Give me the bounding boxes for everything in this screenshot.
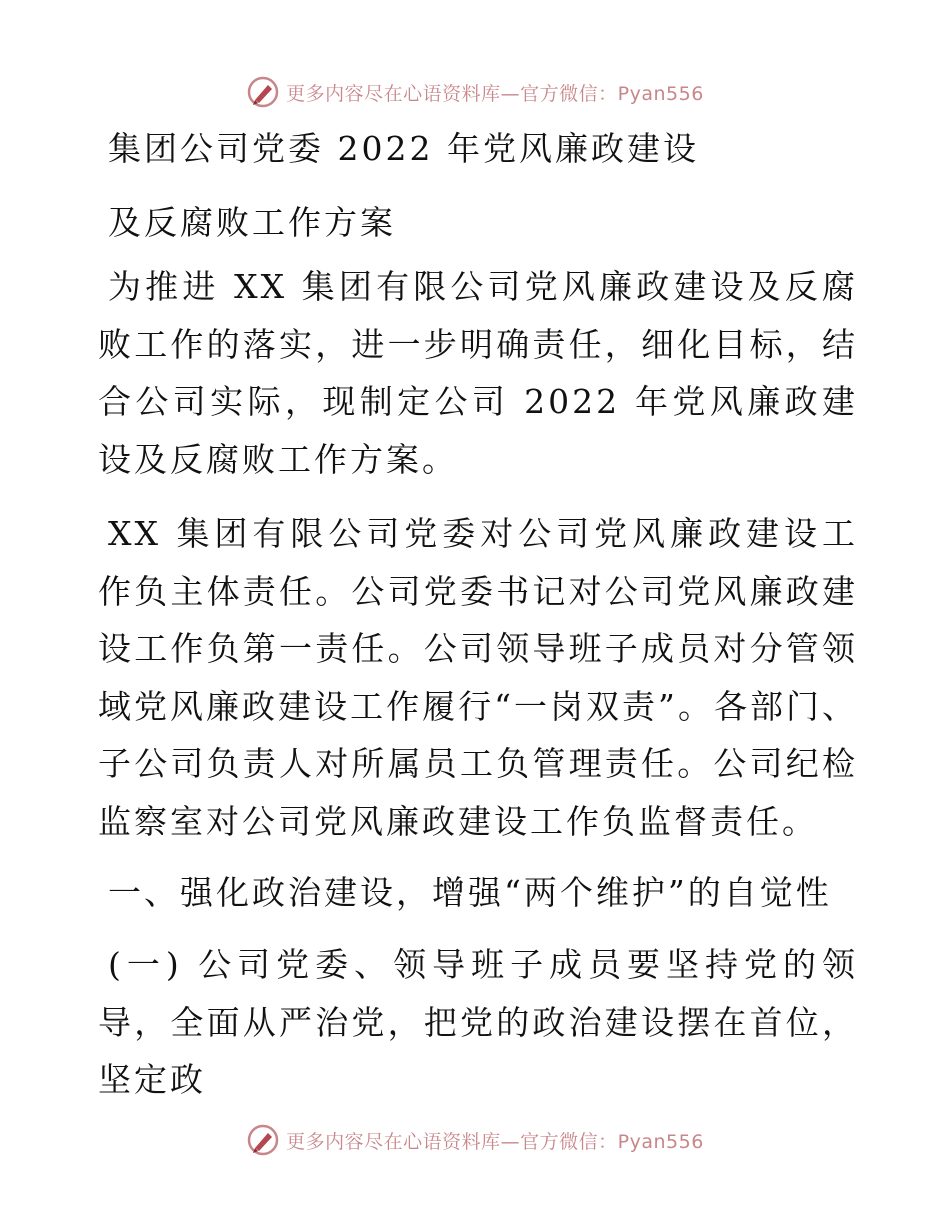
footer-watermark [0,1120,950,1160]
responsibility-paragraph: XX 集团有限公司党委对公司党风廉政建设工作负主体责任。公司党委书记对公司党风廉政建设工作负第一责任。公司领导班子成员对分管领域党风廉政建设工作履行“一岗双责”。各部门、子公司负责人对所属员工负管理责任。公司纪检监察室对公司党风廉政建设工作负监督责任。 [98,514,858,841]
document-title-line2: 及反腐败工作方案 [108,203,396,242]
watermark-text: 更多内容尽在心语资料库—官方微信：Pyan556 [286,1130,704,1153]
watermark-text: 更多内容尽在心语资料库—官方微信：Pyan556 [286,82,704,105]
section-heading: 一、强化政治建设，增强“两个维护”的自觉性 [108,873,832,912]
pen-logo-icon [246,75,280,109]
section-item-paragraph: (一) 公司党委、领导班子成员要坚持党的领导，全面从严治党，把党的政治建设摆在首位，坚定政 [98,945,858,1099]
document-body [98,120,858,1109]
document-title-line1: 集团公司党委 2022 年党风廉政建设 [108,129,699,168]
intro-paragraph: 为推进 XX 集团有限公司党风廉政建设及反腐败工作的落实，进一步明确责任，细化目标，结合公司实际，现制定公司 2022 年党风廉政建设及反腐败工作方案。 [98,267,858,479]
pen-logo-icon [246,1123,280,1157]
header-watermark [0,72,950,112]
